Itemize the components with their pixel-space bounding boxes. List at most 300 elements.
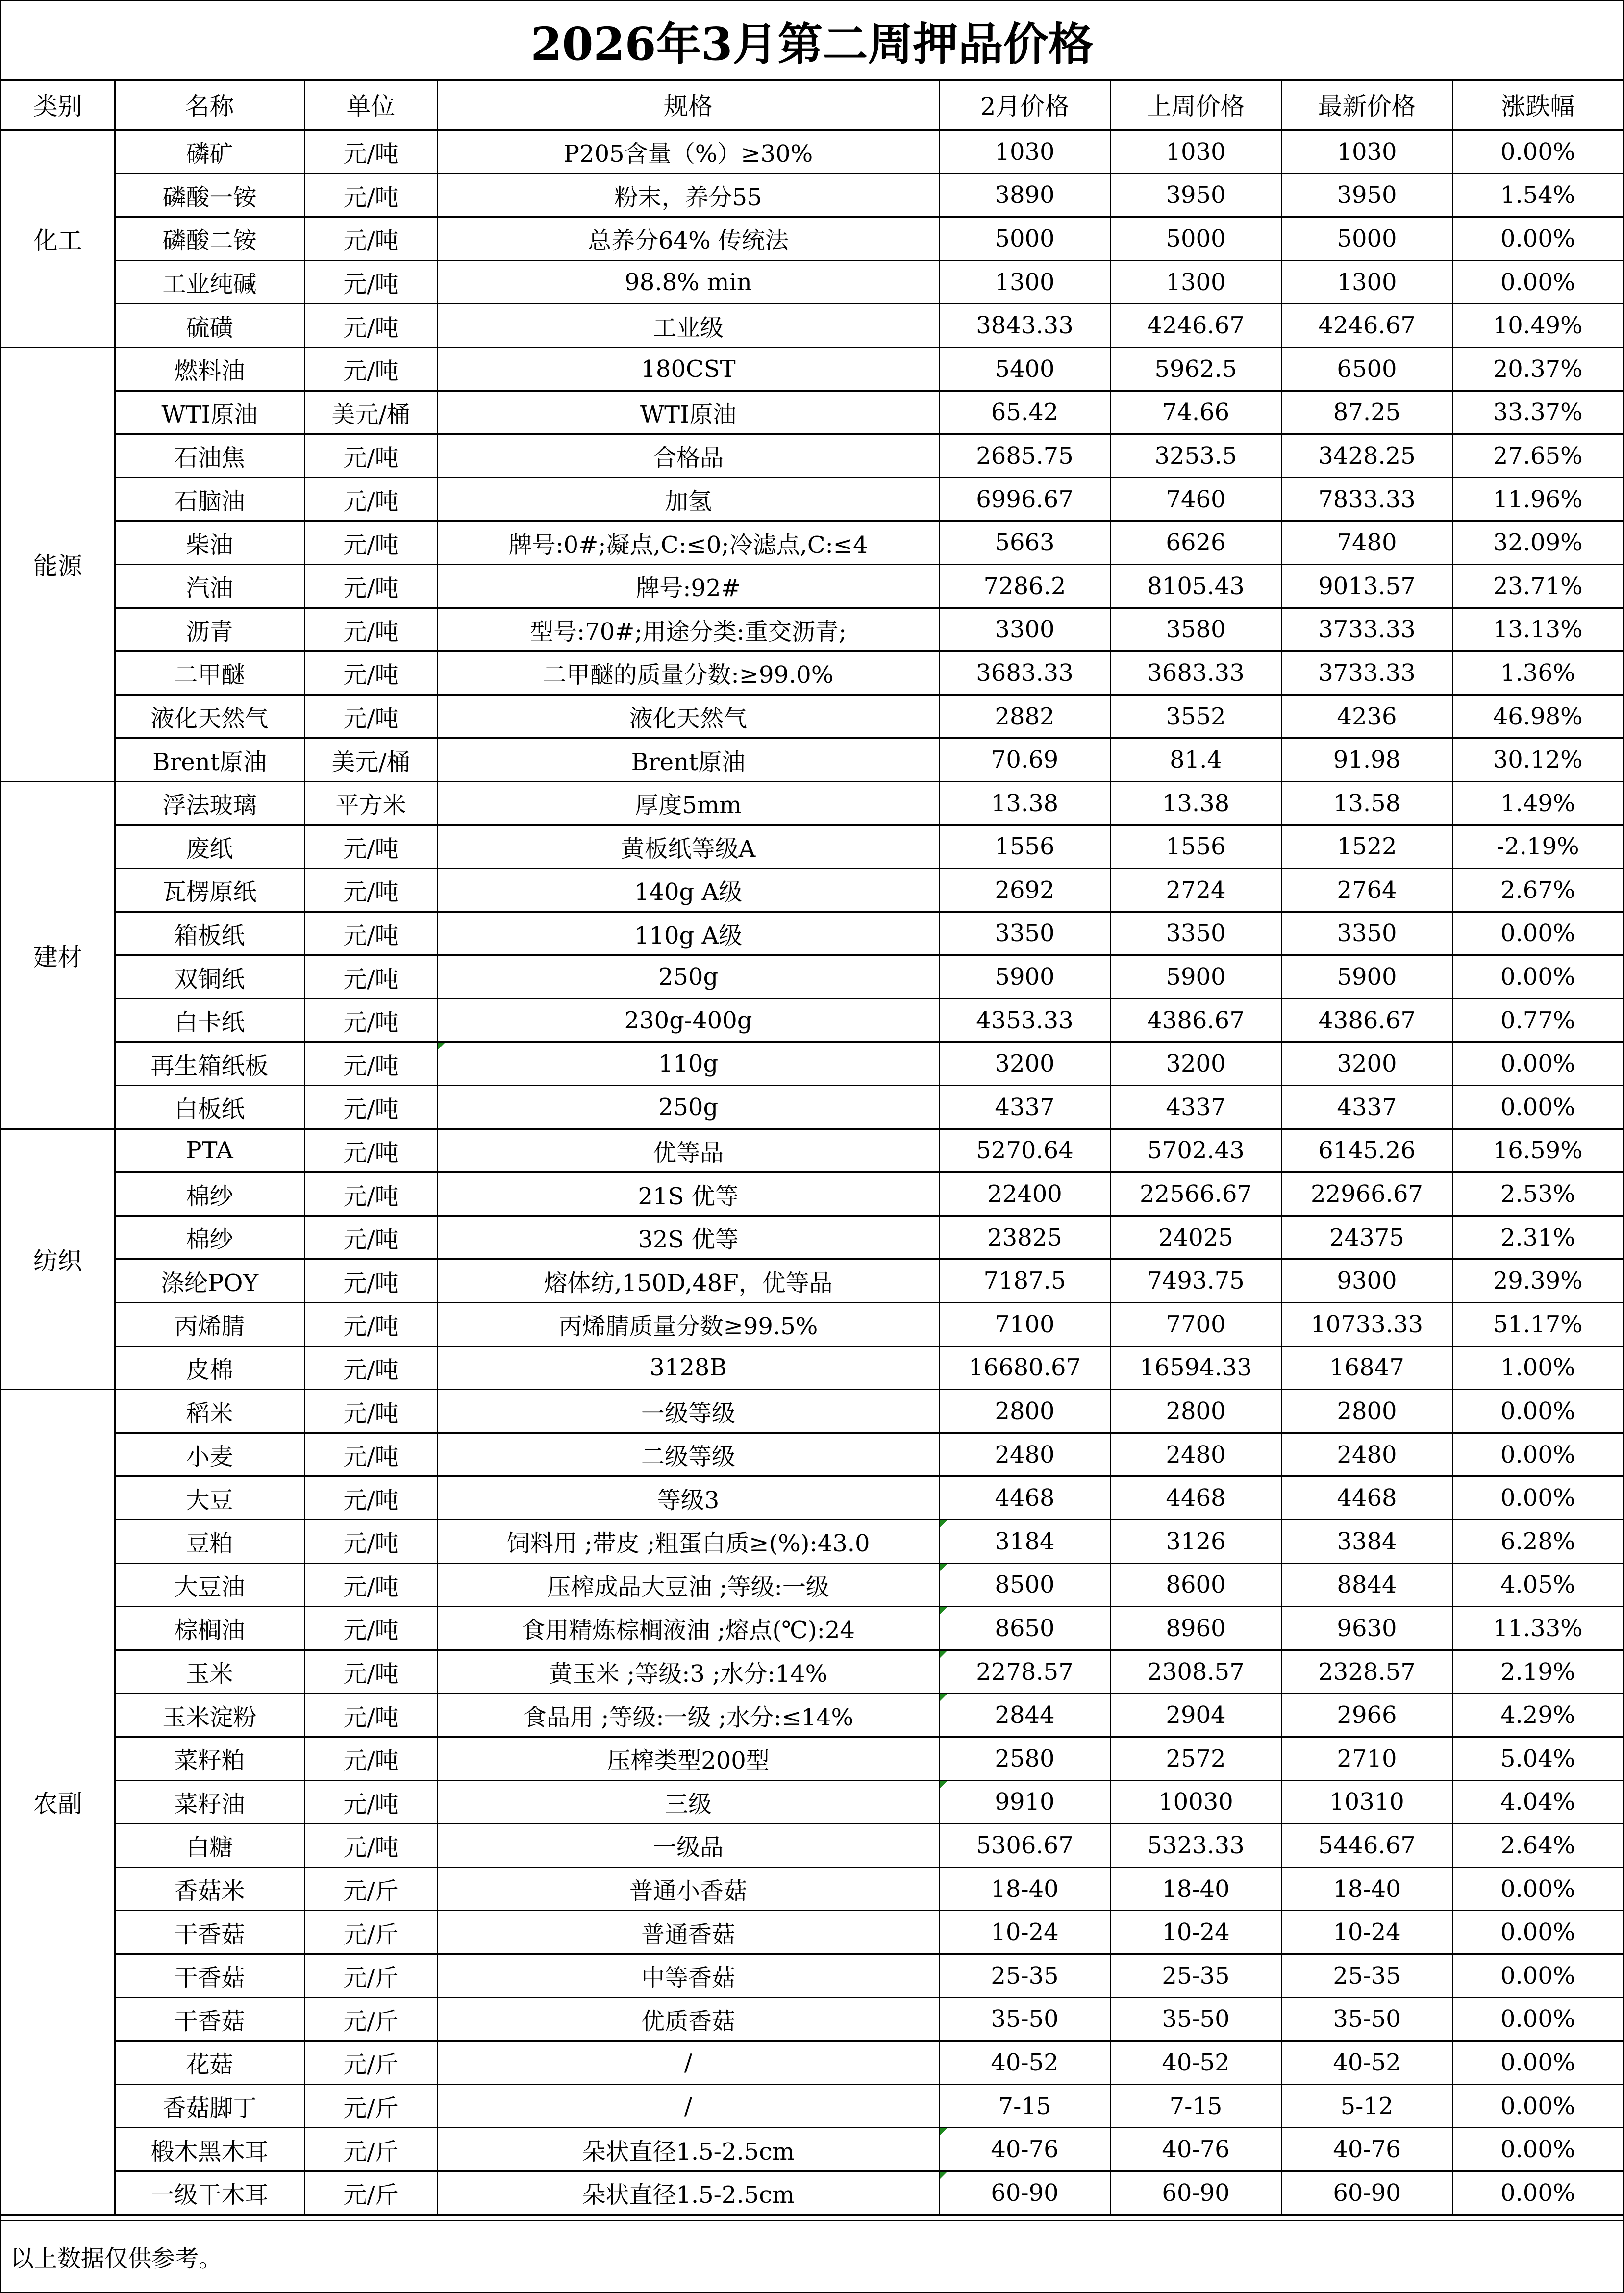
last-week-price-cell: 7-15: [1110, 2084, 1281, 2128]
name-cell: 柴油: [115, 521, 304, 565]
feb-price-cell: 40-52: [939, 2041, 1110, 2085]
table-row: [1, 1086, 1623, 1129]
latest-price-cell: 4246.67: [1281, 304, 1452, 348]
last-week-price-cell: 1030: [1110, 130, 1281, 174]
change-cell: 2.67%: [1452, 869, 1623, 912]
change-cell: 0.00%: [1452, 1867, 1623, 1911]
latest-price-cell: 3733.33: [1281, 651, 1452, 695]
latest-price-cell: 25-35: [1281, 1954, 1452, 1997]
unit-cell: 元/吨: [304, 1390, 437, 1433]
header-feb-price: 2月价格: [939, 79, 1110, 130]
spec-cell: 优等品: [437, 1129, 939, 1172]
category-cell: 建材: [1, 781, 115, 1129]
spec-cell: 厚度5mm: [437, 781, 939, 825]
last-week-price-cell: 8105.43: [1110, 564, 1281, 608]
change-cell: 0.00%: [1452, 1954, 1623, 1997]
latest-price-cell: 2966: [1281, 1694, 1452, 1737]
table-row: [1, 2171, 1623, 2215]
latest-price-cell: 35-50: [1281, 1997, 1452, 2041]
last-week-price-cell: 1556: [1110, 825, 1281, 869]
last-week-price-cell: 3580: [1110, 608, 1281, 651]
change-cell: 33.37%: [1452, 391, 1623, 434]
name-cell: 干香菇: [115, 1997, 304, 2041]
latest-price-cell: 3733.33: [1281, 608, 1452, 651]
table-row: [1, 217, 1623, 261]
last-week-price-cell: 3683.33: [1110, 651, 1281, 695]
spec-cell: /: [437, 2084, 939, 2128]
change-cell: -2.19%: [1452, 825, 1623, 869]
name-cell: PTA: [115, 1129, 304, 1172]
latest-price-cell: 3384: [1281, 1520, 1452, 1564]
unit-cell: 元/吨: [304, 564, 437, 608]
table-row: [1, 1737, 1623, 1780]
latest-price-cell: 4236: [1281, 695, 1452, 738]
category-cell: 纺织: [1, 1129, 115, 1390]
latest-price-cell: 5900: [1281, 955, 1452, 999]
header-row: [1, 79, 1623, 130]
change-cell: 13.13%: [1452, 608, 1623, 651]
unit-cell: 元/斤: [304, 2041, 437, 2085]
unit-cell: 元/吨: [304, 1129, 437, 1172]
change-cell: 0.00%: [1452, 1390, 1623, 1433]
change-cell: 4.04%: [1452, 1780, 1623, 1824]
last-week-price-cell: 2480: [1110, 1433, 1281, 1476]
unit-cell: 元/吨: [304, 1303, 437, 1346]
last-week-price-cell: 2904: [1110, 1694, 1281, 1737]
name-cell: 皮棉: [115, 1346, 304, 1390]
table-row: [1, 391, 1623, 434]
table-row: [1, 564, 1623, 608]
last-week-price-cell: 6626: [1110, 521, 1281, 565]
category-cell: 农副: [1, 1390, 115, 2215]
table-row: [1, 1476, 1623, 1520]
latest-price-cell: 2328.57: [1281, 1650, 1452, 1694]
table-row: [1, 1216, 1623, 1259]
change-cell: 0.77%: [1452, 998, 1623, 1042]
feb-price-cell: 7187.5: [939, 1259, 1110, 1303]
last-week-price-cell: 1300: [1110, 260, 1281, 304]
feb-price-cell: 8500: [939, 1563, 1110, 1607]
name-cell: 棉纱: [115, 1216, 304, 1259]
latest-price-cell: 10733.33: [1281, 1303, 1452, 1346]
feb-price-cell: 5306.67: [939, 1824, 1110, 1868]
spec-cell: /: [437, 2041, 939, 2085]
name-cell: 二甲醚: [115, 651, 304, 695]
name-cell: Brent原油: [115, 738, 304, 782]
change-cell: 6.28%: [1452, 1520, 1623, 1564]
last-week-price-cell: 3552: [1110, 695, 1281, 738]
feb-price-cell: 2800: [939, 1390, 1110, 1433]
name-cell: 菜籽粕: [115, 1737, 304, 1780]
table-row: [1, 1390, 1623, 1433]
feb-price-cell: 2882: [939, 695, 1110, 738]
table-row: [1, 1997, 1623, 2041]
change-cell: 23.71%: [1452, 564, 1623, 608]
feb-price-cell: 8650: [939, 1607, 1110, 1650]
change-cell: 11.96%: [1452, 477, 1623, 521]
feb-price-cell: 35-50: [939, 1997, 1110, 2041]
feb-price-cell: 5663: [939, 521, 1110, 565]
table-row: [1, 1824, 1623, 1868]
feb-price-cell: 1030: [939, 130, 1110, 174]
latest-price-cell: 1030: [1281, 130, 1452, 174]
last-week-price-cell: 13.38: [1110, 781, 1281, 825]
name-cell: 豆粕: [115, 1520, 304, 1564]
table-row: [1, 781, 1623, 825]
change-cell: 1.49%: [1452, 781, 1623, 825]
spec-cell: 压榨成品大豆油 ;等级:一级: [437, 1563, 939, 1607]
latest-price-cell: 24375: [1281, 1216, 1452, 1259]
latest-price-cell: 40-52: [1281, 2041, 1452, 2085]
feb-price-cell: 5400: [939, 347, 1110, 391]
spec-cell: 工业级: [437, 304, 939, 348]
latest-price-cell: 10-24: [1281, 1911, 1452, 1954]
last-week-price-cell: 5702.43: [1110, 1129, 1281, 1172]
spec-cell: 丙烯腈质量分数≥99.5%: [437, 1303, 939, 1346]
feb-price-cell: 2278.57: [939, 1650, 1110, 1694]
spec-cell: 加氢: [437, 477, 939, 521]
last-week-price-cell: 2800: [1110, 1390, 1281, 1433]
table-row: [1, 912, 1623, 955]
last-week-price-cell: 5962.5: [1110, 347, 1281, 391]
name-cell: 大豆: [115, 1476, 304, 1520]
name-cell: 稻米: [115, 1390, 304, 1433]
header-name: 名称: [115, 79, 304, 130]
spec-cell: Brent原油: [437, 738, 939, 782]
feb-price-cell: 25-35: [939, 1954, 1110, 1997]
spec-cell: 优质香菇: [437, 1997, 939, 2041]
change-cell: 2.64%: [1452, 1824, 1623, 1868]
latest-price-cell: 10310: [1281, 1780, 1452, 1824]
feb-price-cell: 4468: [939, 1476, 1110, 1520]
name-cell: 沥青: [115, 608, 304, 651]
last-week-price-cell: 7700: [1110, 1303, 1281, 1346]
table-row: [1, 1042, 1623, 1086]
spec-cell: 180CST: [437, 347, 939, 391]
last-week-price-cell: 8600: [1110, 1563, 1281, 1607]
last-week-price-cell: 74.66: [1110, 391, 1281, 434]
spec-cell: 250g: [437, 955, 939, 999]
name-cell: 棕榈油: [115, 1607, 304, 1650]
latest-price-cell: 5446.67: [1281, 1824, 1452, 1868]
unit-cell: 元/斤: [304, 1867, 437, 1911]
change-cell: 0.00%: [1452, 1911, 1623, 1954]
latest-price-cell: 9630: [1281, 1607, 1452, 1650]
table-row: [1, 1867, 1623, 1911]
name-cell: 香菇脚丁: [115, 2084, 304, 2128]
spec-cell: 二甲醚的质量分数:≥99.0%: [437, 651, 939, 695]
spec-cell: WTI原油: [437, 391, 939, 434]
feb-price-cell: 2844: [939, 1694, 1110, 1737]
name-cell: 双铜纸: [115, 955, 304, 999]
last-week-price-cell: 2572: [1110, 1737, 1281, 1780]
last-week-price-cell: 7460: [1110, 477, 1281, 521]
unit-cell: 元/吨: [304, 1737, 437, 1780]
last-week-price-cell: 10030: [1110, 1780, 1281, 1824]
table-row: [1, 738, 1623, 782]
spec-cell: 110g A级: [437, 912, 939, 955]
feb-price-cell: 7286.2: [939, 564, 1110, 608]
spec-cell: 中等香菇: [437, 1954, 939, 1997]
header-category: 类别: [1, 79, 115, 130]
unit-cell: 元/吨: [304, 869, 437, 912]
unit-cell: 元/斤: [304, 2084, 437, 2128]
change-cell: 46.98%: [1452, 695, 1623, 738]
name-cell: 丙烯腈: [115, 1303, 304, 1346]
unit-cell: 元/斤: [304, 1954, 437, 1997]
spec-cell: 黄板纸等级A: [437, 825, 939, 869]
name-cell: 白卡纸: [115, 998, 304, 1042]
change-cell: 0.00%: [1452, 130, 1623, 174]
feb-price-cell: 1556: [939, 825, 1110, 869]
header-last-week-price: 上周价格: [1110, 79, 1281, 130]
table-row: [1, 955, 1623, 999]
table-row: [1, 1563, 1623, 1607]
name-cell: WTI原油: [115, 391, 304, 434]
latest-price-cell: 5-12: [1281, 2084, 1452, 2128]
spec-cell: 三级: [437, 1780, 939, 1824]
table-row: [1, 1694, 1623, 1737]
latest-price-cell: 18-40: [1281, 1867, 1452, 1911]
spec-cell: 等级3: [437, 1476, 939, 1520]
change-cell: 2.53%: [1452, 1172, 1623, 1216]
name-cell: 玉米: [115, 1650, 304, 1694]
spec-cell: 一级等级: [437, 1390, 939, 1433]
name-cell: 香菇米: [115, 1867, 304, 1911]
table-row: [1, 869, 1623, 912]
table-row: [1, 477, 1623, 521]
unit-cell: 元/吨: [304, 1086, 437, 1129]
name-cell: 浮法玻璃: [115, 781, 304, 825]
unit-cell: 元/吨: [304, 217, 437, 261]
latest-price-cell: 3950: [1281, 174, 1452, 217]
last-week-price-cell: 3126: [1110, 1520, 1281, 1564]
unit-cell: 元/吨: [304, 955, 437, 999]
spec-cell: 液化天然气: [437, 695, 939, 738]
category-cell: 化工: [1, 130, 115, 348]
feb-price-cell: 9910: [939, 1780, 1110, 1824]
table-row: [1, 608, 1623, 651]
feb-price-cell: 2480: [939, 1433, 1110, 1476]
name-cell: 小麦: [115, 1433, 304, 1476]
feb-price-cell: 23825: [939, 1216, 1110, 1259]
header-spec: 规格: [437, 79, 939, 130]
name-cell: 石油焦: [115, 434, 304, 478]
feb-price-cell: 1300: [939, 260, 1110, 304]
change-cell: 0.00%: [1452, 955, 1623, 999]
change-cell: 0.00%: [1452, 217, 1623, 261]
unit-cell: 元/吨: [304, 1824, 437, 1868]
last-week-price-cell: 18-40: [1110, 1867, 1281, 1911]
last-week-price-cell: 7493.75: [1110, 1259, 1281, 1303]
spec-cell: 朵状直径1.5-2.5cm: [437, 2128, 939, 2171]
unit-cell: 元/吨: [304, 1563, 437, 1607]
name-cell: 涤纶POY: [115, 1259, 304, 1303]
feb-price-cell: 5270.64: [939, 1129, 1110, 1172]
sheet-title: 2026年3月第二周押品价格: [1, 1, 1623, 81]
name-cell: 箱板纸: [115, 912, 304, 955]
spec-cell: 食品用 ;等级:一级 ;水分:≤14%: [437, 1694, 939, 1737]
unit-cell: 元/吨: [304, 608, 437, 651]
latest-price-cell: 7480: [1281, 521, 1452, 565]
change-cell: 0.00%: [1452, 1997, 1623, 2041]
category-cell: 能源: [1, 347, 115, 781]
feb-price-cell: 7-15: [939, 2084, 1110, 2128]
unit-cell: 美元/桶: [304, 391, 437, 434]
table-row: [1, 1607, 1623, 1650]
feb-price-cell: 65.42: [939, 391, 1110, 434]
unit-cell: 元/斤: [304, 1911, 437, 1954]
unit-cell: 元/吨: [304, 304, 437, 348]
name-cell: 玉米淀粉: [115, 1694, 304, 1737]
spec-cell: 牌号:92#: [437, 564, 939, 608]
table-row: [1, 1520, 1623, 1564]
unit-cell: 元/吨: [304, 521, 437, 565]
change-cell: 30.12%: [1452, 738, 1623, 782]
feb-price-cell: 2580: [939, 1737, 1110, 1780]
unit-cell: 元/吨: [304, 651, 437, 695]
feb-price-cell: 10-24: [939, 1911, 1110, 1954]
table-row: [1, 1129, 1623, 1172]
table-row: [1, 998, 1623, 1042]
table-row: [1, 347, 1623, 391]
latest-price-cell: 3350: [1281, 912, 1452, 955]
change-cell: 20.37%: [1452, 347, 1623, 391]
spec-cell: 21S 优等: [437, 1172, 939, 1216]
table-body: [1, 130, 1623, 2215]
latest-price-cell: 9300: [1281, 1259, 1452, 1303]
name-cell: 硫磺: [115, 304, 304, 348]
last-week-price-cell: 24025: [1110, 1216, 1281, 1259]
unit-cell: 元/吨: [304, 1216, 437, 1259]
last-week-price-cell: 5900: [1110, 955, 1281, 999]
last-week-price-cell: 4337: [1110, 1086, 1281, 1129]
latest-price-cell: 60-90: [1281, 2171, 1452, 2215]
feb-price-cell: 22400: [939, 1172, 1110, 1216]
name-cell: 磷矿: [115, 130, 304, 174]
table-row: [1, 174, 1623, 217]
last-week-price-cell: 10-24: [1110, 1911, 1281, 1954]
unit-cell: 元/吨: [304, 174, 437, 217]
last-week-price-cell: 4386.67: [1110, 998, 1281, 1042]
change-cell: 0.00%: [1452, 1476, 1623, 1520]
name-cell: 石脑油: [115, 477, 304, 521]
name-cell: 工业纯碱: [115, 260, 304, 304]
unit-cell: 元/吨: [304, 825, 437, 869]
latest-price-cell: 4468: [1281, 1476, 1452, 1520]
latest-price-cell: 16847: [1281, 1346, 1452, 1390]
table-row: [1, 651, 1623, 695]
spec-cell: P205含量（%）≥30%: [437, 130, 939, 174]
unit-cell: 元/吨: [304, 1259, 437, 1303]
spec-cell: 一级品: [437, 1824, 939, 1868]
last-week-price-cell: 8960: [1110, 1607, 1281, 1650]
name-cell: 磷酸一铵: [115, 174, 304, 217]
unit-cell: 元/斤: [304, 1997, 437, 2041]
change-cell: 0.00%: [1452, 2084, 1623, 2128]
feb-price-cell: 3843.33: [939, 304, 1110, 348]
header-change: 涨跌幅: [1452, 79, 1623, 130]
name-cell: 废纸: [115, 825, 304, 869]
header-unit: 单位: [304, 79, 437, 130]
name-cell: 瓦楞原纸: [115, 869, 304, 912]
latest-price-cell: 4386.67: [1281, 998, 1452, 1042]
latest-price-cell: 22966.67: [1281, 1172, 1452, 1216]
last-week-price-cell: 35-50: [1110, 1997, 1281, 2041]
latest-price-cell: 4337: [1281, 1086, 1452, 1129]
spec-cell: 32S 优等: [437, 1216, 939, 1259]
change-cell: 0.00%: [1452, 260, 1623, 304]
last-week-price-cell: 40-52: [1110, 2041, 1281, 2085]
price-table: [1, 79, 1623, 2216]
unit-cell: 元/吨: [304, 130, 437, 174]
change-cell: 0.00%: [1452, 2171, 1623, 2215]
change-cell: 0.00%: [1452, 1433, 1623, 1476]
spec-cell: 朵状直径1.5-2.5cm: [437, 2171, 939, 2215]
spec-cell: 普通小香菇: [437, 1867, 939, 1911]
unit-cell: 元/吨: [304, 1172, 437, 1216]
last-week-price-cell: 5000: [1110, 217, 1281, 261]
name-cell: 白板纸: [115, 1086, 304, 1129]
last-week-price-cell: 40-76: [1110, 2128, 1281, 2171]
last-week-price-cell: 16594.33: [1110, 1346, 1281, 1390]
table-row: [1, 825, 1623, 869]
unit-cell: 元/吨: [304, 1476, 437, 1520]
table-row: [1, 434, 1623, 478]
change-cell: 4.29%: [1452, 1694, 1623, 1737]
latest-price-cell: 2800: [1281, 1390, 1452, 1433]
last-week-price-cell: 5323.33: [1110, 1824, 1281, 1868]
last-week-price-cell: 2724: [1110, 869, 1281, 912]
feb-price-cell: 3184: [939, 1520, 1110, 1564]
change-cell: 32.09%: [1452, 521, 1623, 565]
spec-cell: 98.8% min: [437, 260, 939, 304]
unit-cell: 元/吨: [304, 1346, 437, 1390]
unit-cell: 元/吨: [304, 1607, 437, 1650]
feb-price-cell: 6996.67: [939, 477, 1110, 521]
latest-price-cell: 2764: [1281, 869, 1452, 912]
feb-price-cell: 40-76: [939, 2128, 1110, 2171]
spec-cell: 3128B: [437, 1346, 939, 1390]
latest-price-cell: 3428.25: [1281, 434, 1452, 478]
table-row: [1, 304, 1623, 348]
name-cell: 燃料油: [115, 347, 304, 391]
latest-price-cell: 1522: [1281, 825, 1452, 869]
table-row: [1, 521, 1623, 565]
feb-price-cell: 5000: [939, 217, 1110, 261]
spec-cell: 饲料用 ;带皮 ;粗蛋白质≥(%):43.0: [437, 1520, 939, 1564]
latest-price-cell: 6500: [1281, 347, 1452, 391]
feb-price-cell: 2692: [939, 869, 1110, 912]
unit-cell: 元/斤: [304, 2128, 437, 2171]
table-row: [1, 695, 1623, 738]
feb-price-cell: 3350: [939, 912, 1110, 955]
feb-price-cell: 5900: [939, 955, 1110, 999]
last-week-price-cell: 81.4: [1110, 738, 1281, 782]
feb-price-cell: 7100: [939, 1303, 1110, 1346]
feb-price-cell: 3683.33: [939, 651, 1110, 695]
name-cell: 一级干木耳: [115, 2171, 304, 2215]
unit-cell: 元/吨: [304, 1780, 437, 1824]
change-cell: 1.36%: [1452, 651, 1623, 695]
unit-cell: 元/吨: [304, 434, 437, 478]
latest-price-cell: 91.98: [1281, 738, 1452, 782]
name-cell: 液化天然气: [115, 695, 304, 738]
unit-cell: 元/吨: [304, 260, 437, 304]
table-row: [1, 1433, 1623, 1476]
name-cell: 干香菇: [115, 1954, 304, 1997]
feb-price-cell: 3890: [939, 174, 1110, 217]
